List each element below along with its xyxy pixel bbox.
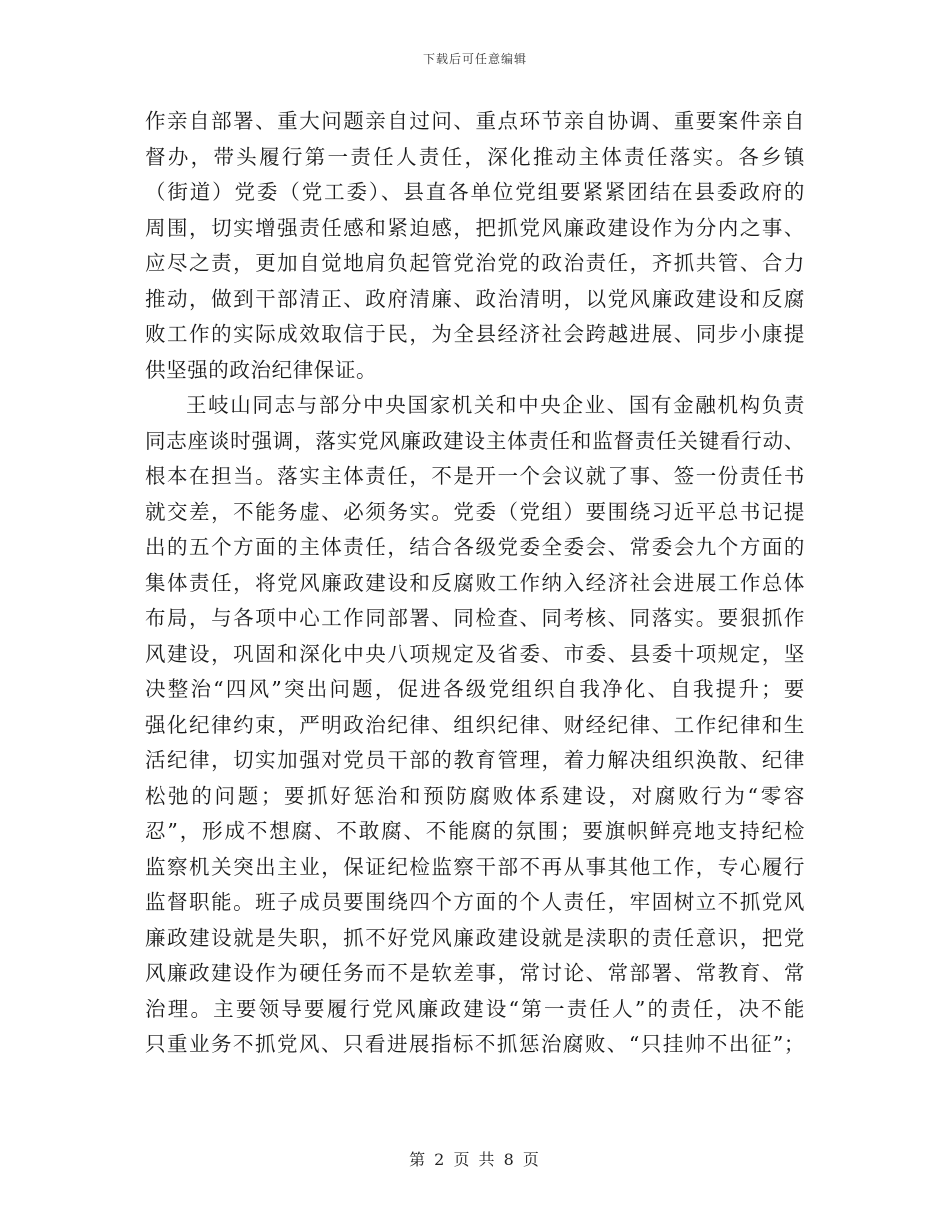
body-line: 风建设，巩固和深化中央八项规定及省委、市委、县委十项规定，坚 [145, 641, 805, 666]
body-line: 只重业务不抓党风、只看进展指标不抓惩治腐败、“只挂帅不出征”； [145, 1032, 805, 1056]
body-line: 布局，与各项中心工作同部署、同检查、同考核、同落实。要狠抓作 [145, 606, 805, 630]
body-line: 督办，带头履行第一责任人责任，深化推动主体责任落实。各乡镇 [145, 144, 805, 169]
body-line: 出的五个方面的主体责任，结合各级党委全委会、常委会九个方面的 [145, 535, 805, 559]
body-line: 廉政建设就是失职，抓不好党风廉政建设就是渎职的责任意识，把党 [145, 925, 805, 950]
body-line: 风廉政建设作为硬任务而不是软差事，常讨论、常部署、常教育、常 [145, 961, 805, 985]
body-line: 败工作的实际成效取信于民，为全县经济社会跨越进展、同步小康提 [145, 322, 805, 346]
body-line: 周围，切实增强责任感和紧迫感，把抓党风廉政建设作为分内之事、 [145, 215, 805, 240]
body-line: 活纪律，切实加强对党员干部的教育管理，着力解决组织涣散、纪律 [145, 748, 805, 772]
body-line: （街道）党委（党工委）、县直各单位党组要紧紧团结在县委政府的 [145, 180, 805, 204]
body-line: 应尽之责，更加自觉地肩负起管党治党的政治责任，齐抓共管、合力 [145, 251, 805, 275]
body-line: 根本在担当。落实主体责任，不是开一个会议就了事、签一份责任书 [145, 464, 805, 488]
body-line: 供坚强的政治纪律保证。 [145, 357, 378, 382]
body-line: 忍”，形成不想腐、不敢腐、不能腐的氛围；要旗帜鲜亮地支持纪检 [145, 819, 805, 843]
body-line: 监督职能。班子成员要围绕四个方面的个人责任，牢固树立不抓党风 [145, 890, 805, 914]
body-line: 作亲自部署、重大问题亲自过问、重点环节亲自协调、重要案件亲自 [145, 109, 805, 133]
body-line: 同志座谈时强调，落实党风廉政建设主体责任和监督责任关键看行动、 [145, 428, 805, 453]
body-line: 集体责任，将党风廉政建设和反腐败工作纳入经济社会进展工作总体 [145, 570, 805, 595]
body-line: 就交差，不能务虚、必须务实。党委（党组）要围绕习近平总书记提 [145, 499, 805, 524]
body-line: 推动，做到干部清正、政府清廉、政治清明，以党风廉政建设和反腐 [145, 286, 805, 311]
paragraph-start-line: 王岐山同志与部分中央国家机关和中央企业、国有金融机构负责 [186, 393, 805, 417]
body-line: 决整治“四风”突出问题，促进各级党组织自我净化、自我提升；要 [145, 677, 805, 701]
page-number-footer: 第 2 页 共 8 页 [409, 1150, 541, 1169]
body-line: 强化纪律约束，严明政治纪律、组织纪律、财经纪律、工作纪律和生 [145, 712, 805, 737]
body-line: 监察机关突出主业，保证纪检监察干部不再从事其他工作，专心履行 [145, 854, 805, 879]
body-line: 治理。主要领导要履行党风廉政建设“第一责任人”的责任，决不能 [145, 996, 805, 1021]
body-line: 松弛的问题；要抓好惩治和预防腐败体系建设，对腐败行为“零容 [145, 783, 805, 808]
document-body [145, 104, 805, 1063]
page-header: 下载后可任意编辑 [422, 52, 527, 66]
